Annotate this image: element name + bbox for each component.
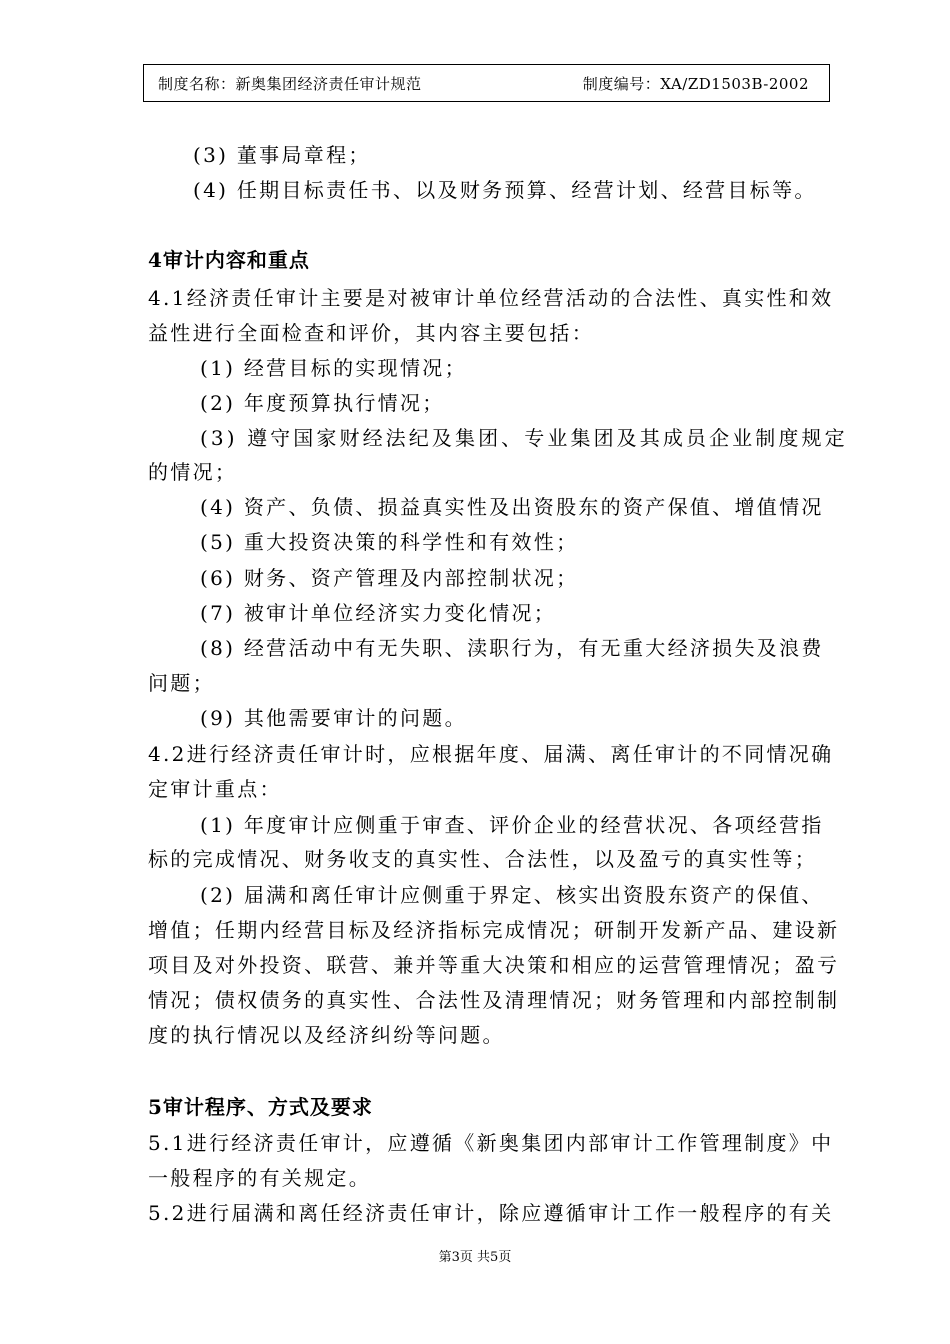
section-heading: 4审计内容和重点 — [148, 248, 310, 272]
regulation-code: 制度编号：XA/ZD1503B-2002 — [582, 75, 809, 93]
list-item: (3) 遵守国家财经法纪及集团、专业集团及其成员企业制度规定 — [200, 426, 848, 450]
text-line: 增值；任期内经营目标及经济指标完成情况；研制开发新产品、建设新 — [148, 918, 840, 942]
list-item: (1) 经营目标的实现情况； — [200, 356, 467, 380]
list-item: (1) 年度审计应侧重于审查、评价企业的经营状况、各项经营指 — [200, 813, 824, 837]
list-item: (7) 被审计单位经济实力变化情况； — [200, 601, 557, 625]
text-line: 情况；债权债务的真实性、合法性及清理情况；财务管理和内部控制制 — [148, 988, 840, 1012]
list-item: (2) 年度预算执行情况； — [200, 391, 445, 415]
text-line: 定审计重点： — [148, 777, 282, 801]
text-line: 项目及对外投资、联营、兼并等重大决策和相应的运营管理情况；盈亏 — [148, 953, 840, 977]
text-line: (4) 任期目标责任书、以及财务预算、经营计划、经营目标等。 — [193, 178, 817, 202]
text-line: (3) 董事局章程； — [193, 143, 371, 167]
text-line: 标的完成情况、财务收支的真实性、合法性，以及盈亏的真实性等； — [148, 847, 817, 871]
text-line: 5.1进行经济责任审计，应遵循《新奥集团内部审计工作管理制度》中 — [148, 1131, 834, 1155]
text-line: 4.2进行经济责任审计时，应根据年度、届满、离任审计的不同情况确 — [148, 742, 834, 766]
regulation-name: 制度名称：新奥集团经济责任审计规范 — [158, 75, 422, 93]
list-item: (9) 其他需要审计的问题。 — [200, 706, 467, 730]
list-item: (2) 届满和离任审计应侧重于界定、核实出资股东资产的保值、 — [200, 883, 824, 907]
text-line: 4.1经济责任审计主要是对被审计单位经营活动的合法性、真实性和效 — [148, 286, 834, 310]
list-item: (6) 财务、资产管理及内部控制状况； — [200, 566, 579, 590]
text-line: 一般程序的有关规定。 — [148, 1166, 371, 1190]
document-header — [143, 64, 830, 102]
list-item: (8) 经营活动中有无失职、渎职行为，有无重大经济损失及浪费 — [200, 636, 824, 660]
text-line: 问题； — [148, 671, 215, 695]
section-heading: 5审计程序、方式及要求 — [148, 1095, 373, 1119]
text-line: 益性进行全面检查和评价，其内容主要包括： — [148, 321, 594, 345]
list-item: (5) 重大投资决策的科学性和有效性； — [200, 530, 579, 554]
text-line: 度的执行情况以及经济纠纷等问题。 — [148, 1023, 505, 1047]
text-line: 5.2进行届满和离任经济责任审计，除应遵循审计工作一般程序的有关 — [148, 1201, 834, 1225]
list-item: (4) 资产、负债、损益真实性及出资股东的资产保值、增值情况 — [200, 495, 824, 519]
text-line: 的情况； — [148, 460, 238, 484]
page-number: 第3页 共5页 — [438, 1250, 512, 1265]
